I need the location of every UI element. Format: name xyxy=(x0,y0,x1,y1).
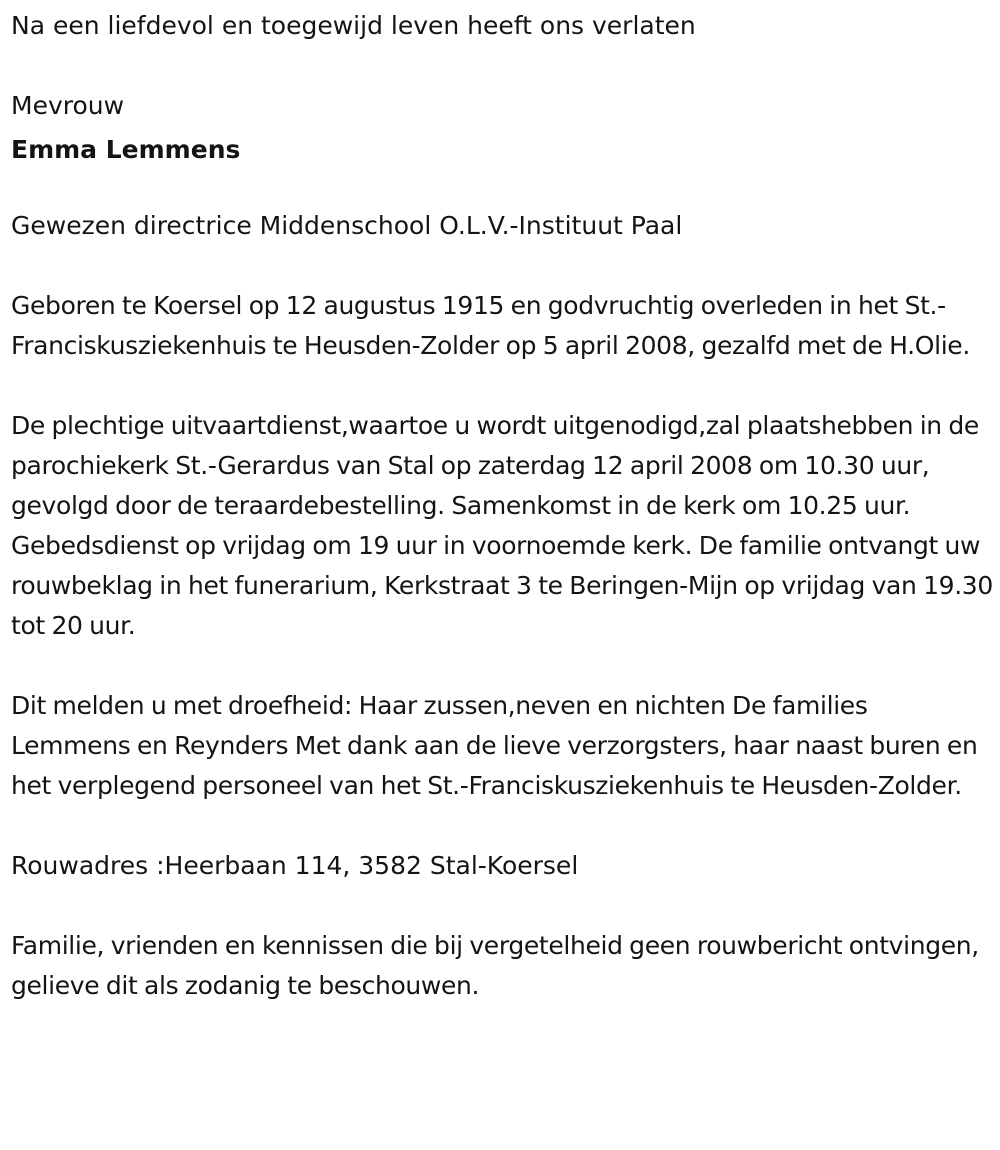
deceased-name: Emma Lemmens xyxy=(11,135,241,164)
mourning-address: Rouwadres :Heerbaan 114, 3582 Stal-Koersel xyxy=(11,851,579,880)
announcement-paragraph: Dit melden u met droefheid: Haar zussen,neven en nichten De families Lemmens en Reynders Met dank aan de lieve verzorgsters, haar naast buren en het verplegend personeel van het St.-Franciskusziekenhuis te Heusden-Zolder. xyxy=(11,691,978,800)
birth-death-paragraph: Geboren te Koersel op 12 augustus 1915 en godvruchtig overleden in het St.-Franciskusziekenhuis te Heusden-Zolder op 5 april 2008, gezalfd met de H.Olie. xyxy=(11,291,970,360)
obituary-notice xyxy=(11,6,993,1006)
salutation: Mevrouw xyxy=(11,91,125,120)
closing-paragraph: Familie, vrienden en kennissen die bij vergetelheid geen rouwbericht ontvingen, gelieve dit als zodanig te beschouwen. xyxy=(11,931,979,1000)
funeral-paragraph: De plechtige uitvaartdienst,waartoe u wordt uitgenodigd,zal plaatshebben in de parochiekerk St.-Gerardus van Stal op zaterdag 12 april 2008 om 10.30 uur, gevolgd door de teraardebestelling. Samenkomst in de kerk om 10.25 uur. Gebedsdienst op vrijdag om 19 uur in voornoemde kerk. De familie ontvangt uw rouwbeklag in het funerarium, Kerkstraat 3 te Beringen-Mijn op vrijdag van 19.30 tot 20 uur. xyxy=(11,411,993,640)
intro-line: Na een liefdevol en toegewijd leven heeft ons verlaten xyxy=(11,11,696,40)
former-role: Gewezen directrice Middenschool O.L.V.-Instituut Paal xyxy=(11,211,683,240)
